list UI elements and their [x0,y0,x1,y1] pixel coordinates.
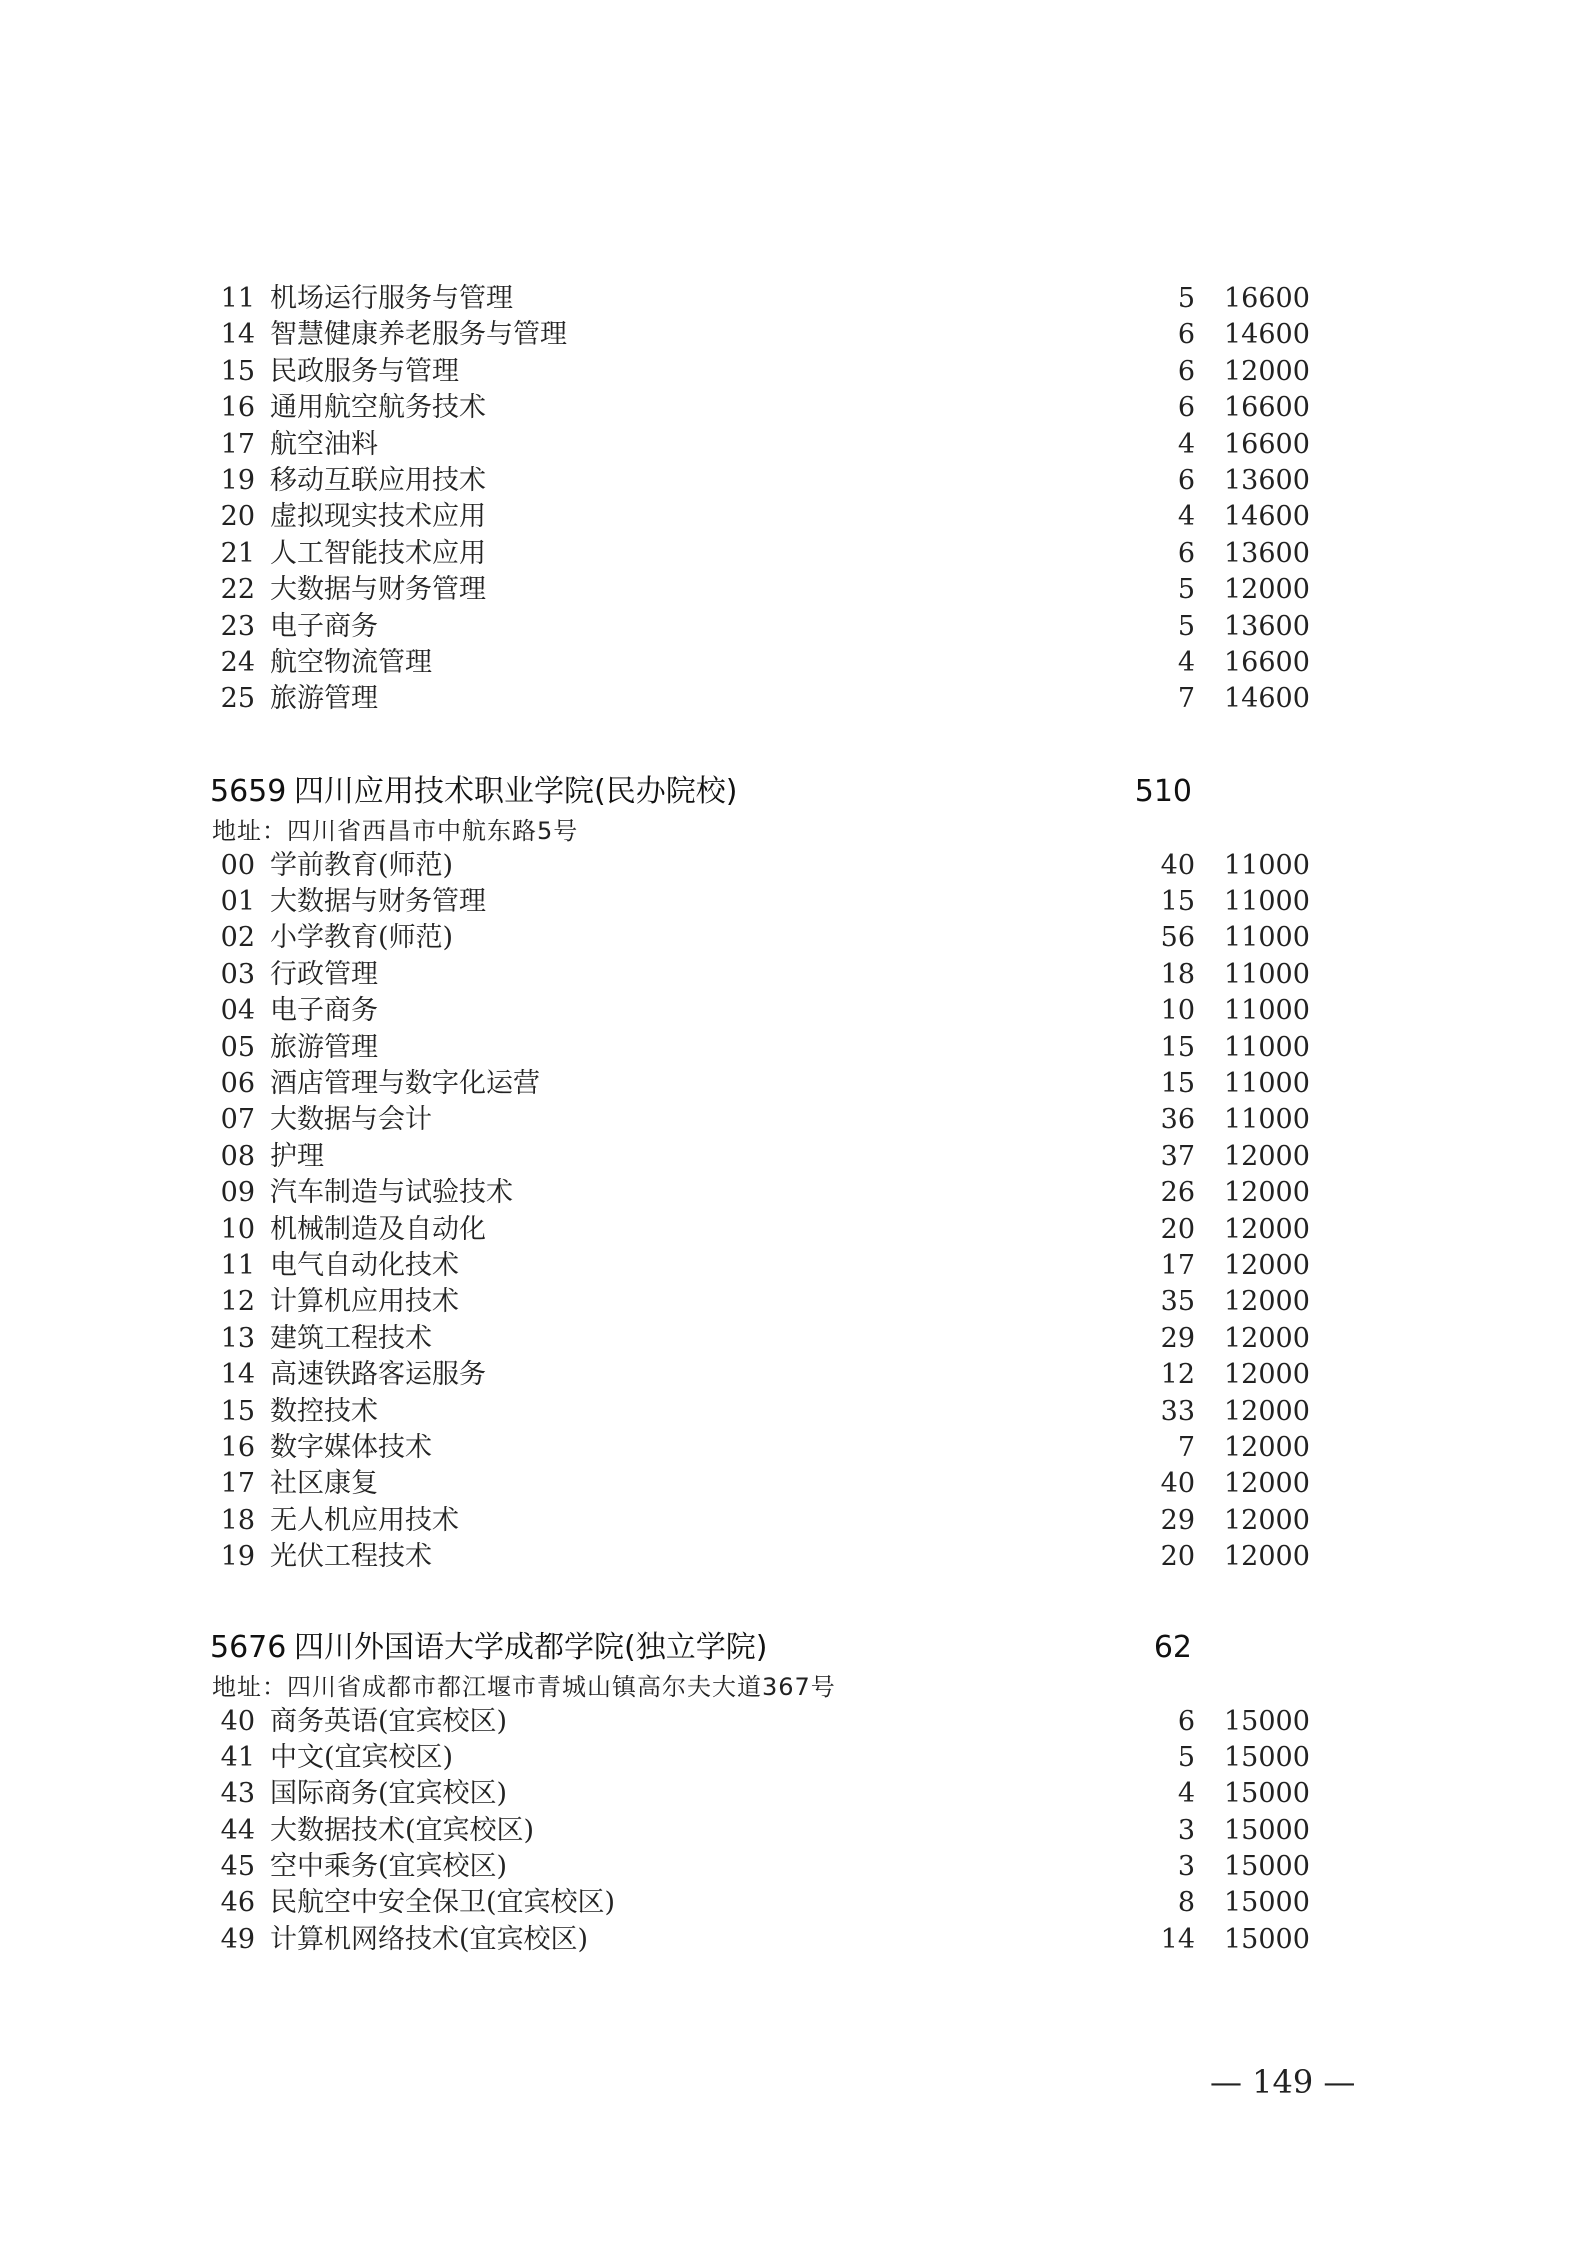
program-row [0,884,1587,920]
program-name: 航空物流管理 [270,646,432,678]
program-quota: 6 [1177,537,1195,569]
program-tuition: 13600 [1224,610,1310,642]
program-row [0,1776,1587,1812]
program-tuition: 12000 [1224,1249,1310,1281]
program-code: 03 [220,958,255,990]
program-tuition: 14600 [1224,319,1310,351]
program-quota: 4 [1177,501,1195,533]
program-code: 05 [220,1031,255,1063]
program-quota: 14 [1160,1923,1195,1955]
program-tuition: 15000 [1224,1705,1310,1737]
program-code: 21 [220,537,255,569]
program-code: 18 [220,1504,255,1536]
program-quota: 35 [1160,1286,1195,1318]
program-quota: 15 [1160,1068,1195,1100]
program-row [0,281,1587,317]
program-name: 机场运行服务与管理 [270,283,513,314]
program-name: 大数据技术(宜宾校区) [270,1814,535,1846]
program-row [0,1740,1587,1776]
program-row [0,1212,1587,1248]
program-code: 46 [220,1887,255,1919]
program-name: 小学教育(师范) [270,922,454,954]
address-text: 地址：四川省西昌市中航东路5号 [212,816,579,845]
program-quota: 8 [1177,1887,1195,1919]
program-name: 社区康复 [270,1468,378,1500]
program-tuition: 16600 [1224,392,1310,424]
address-text: 地址：四川省成都市都江堰市青城山镇高尔夫大道367号 [212,1672,836,1701]
program-tuition: 14600 [1224,683,1310,715]
program-quota: 33 [1160,1395,1195,1427]
program-quota: 15 [1160,886,1195,918]
program-row [0,1539,1587,1575]
program-code: 24 [220,646,255,678]
program-quota: 5 [1177,574,1195,606]
program-name: 民航空中安全保卫(宜宾校区) [270,1887,616,1919]
program-name: 学前教育(师范) [270,849,454,881]
program-code: 17 [220,1468,255,1500]
program-quota: 6 [1177,392,1195,424]
program-code: 40 [220,1705,255,1737]
program-row [0,1922,1587,1958]
program-row [0,427,1587,463]
program-name: 智慧健康养老服务与管理 [270,319,567,351]
program-tuition: 12000 [1224,1359,1310,1391]
institution-total: 62 [1153,1629,1192,1665]
program-name: 人工智能技术应用 [270,537,486,569]
program-tuition: 11000 [1224,922,1310,954]
program-name: 旅游管理 [270,683,378,715]
program-row [0,1248,1587,1284]
program-row [0,609,1587,645]
program-tuition: 12000 [1224,355,1310,387]
program-row [0,1175,1587,1211]
program-code: 19 [220,464,255,496]
program-name: 虚拟现实技术应用 [270,501,486,533]
program-name: 通用航空航务技术 [270,392,486,424]
program-row [0,1466,1587,1502]
institution-header [0,770,1587,814]
program-tuition: 15000 [1224,1887,1310,1919]
program-code: 11 [220,283,255,314]
program-name: 电子商务 [270,995,378,1027]
program-tuition: 15000 [1224,1741,1310,1773]
program-code: 01 [220,886,255,918]
program-code: 07 [220,1104,255,1136]
program-code: 06 [220,1068,255,1100]
program-quota: 6 [1177,355,1195,387]
program-row [0,1813,1587,1849]
program-name: 空中乘务(宜宾校区) [270,1851,508,1883]
program-quota: 6 [1177,1705,1195,1737]
page-number: — 149 — [1210,2063,1356,2101]
program-quota: 7 [1177,1431,1195,1463]
continued-program-list [0,281,1587,718]
program-quota: 5 [1177,610,1195,642]
program-name: 移动互联应用技术 [270,464,486,496]
document-body [0,281,1587,1958]
program-tuition: 16600 [1224,428,1310,460]
institution-address [0,1670,1587,1704]
program-row [0,920,1587,956]
program-quota: 6 [1177,464,1195,496]
program-code: 16 [220,392,255,424]
program-name: 中文(宜宾校区) [270,1741,454,1773]
program-tuition: 12000 [1224,574,1310,606]
program-quota: 29 [1160,1322,1195,1354]
program-code: 15 [220,1395,255,1427]
institution-code: 5659 [210,773,287,809]
program-row [0,1284,1587,1320]
program-tuition: 15000 [1224,1778,1310,1810]
institution-address [0,814,1587,848]
program-tuition: 15000 [1224,1851,1310,1883]
program-quota: 6 [1177,319,1195,351]
program-tuition: 11000 [1224,886,1310,918]
program-code: 16 [220,1431,255,1463]
program-quota: 4 [1177,428,1195,460]
program-code: 12 [220,1286,255,1318]
program-row [0,1066,1587,1102]
program-row [0,1321,1587,1357]
program-quota: 29 [1160,1504,1195,1536]
program-quota: 4 [1177,646,1195,678]
program-row [0,317,1587,353]
program-name: 高速铁路客运服务 [270,1359,486,1391]
program-name: 电子商务 [270,610,378,642]
program-name: 光伏工程技术 [270,1541,432,1573]
program-name: 数字媒体技术 [270,1431,432,1463]
program-row [0,499,1587,535]
program-code: 49 [220,1923,255,1955]
program-code: 09 [220,1177,255,1209]
program-tuition: 12000 [1224,1541,1310,1573]
program-name: 旅游管理 [270,1031,378,1063]
program-tuition: 11000 [1224,958,1310,990]
program-quota: 7 [1177,683,1195,715]
program-code: 13 [220,1322,255,1354]
program-name: 民政服务与管理 [270,355,459,387]
program-name: 机械制造及自动化 [270,1213,486,1245]
program-tuition: 12000 [1224,1286,1310,1318]
program-tuition: 11000 [1224,1031,1310,1063]
program-code: 41 [220,1741,255,1773]
program-quota: 15 [1160,1031,1195,1063]
program-tuition: 11000 [1224,995,1310,1027]
program-code: 11 [220,1249,255,1281]
program-code: 44 [220,1814,255,1846]
program-tuition: 15000 [1224,1814,1310,1846]
program-tuition: 12000 [1224,1395,1310,1427]
program-tuition: 16600 [1224,283,1310,314]
program-code: 14 [220,1359,255,1391]
program-row [0,645,1587,681]
program-row [0,1139,1587,1175]
program-quota: 56 [1160,922,1195,954]
program-quota: 10 [1160,995,1195,1027]
program-row [0,572,1587,608]
program-quota: 20 [1160,1541,1195,1573]
program-quota: 26 [1160,1177,1195,1209]
program-quota: 20 [1160,1213,1195,1245]
program-code: 00 [220,849,255,881]
program-tuition: 14600 [1224,501,1310,533]
program-code: 25 [220,683,255,715]
program-tuition: 12000 [1224,1504,1310,1536]
program-tuition: 13600 [1224,537,1310,569]
program-tuition: 15000 [1224,1923,1310,1955]
program-quota: 5 [1177,1741,1195,1773]
program-tuition: 11000 [1224,1068,1310,1100]
program-quota: 40 [1160,1468,1195,1500]
program-quota: 40 [1160,849,1195,881]
program-name: 大数据与财务管理 [270,574,486,606]
institution-name: 四川应用技术职业学院(民办院校) [294,773,738,809]
program-row [0,463,1587,499]
institution-code: 5676 [210,1629,287,1665]
program-name: 电气自动化技术 [270,1249,459,1281]
program-tuition: 12000 [1224,1468,1310,1500]
program-row [0,1357,1587,1393]
program-quota: 5 [1177,283,1195,314]
program-row [0,390,1587,426]
program-quota: 18 [1160,958,1195,990]
program-tuition: 13600 [1224,464,1310,496]
program-tuition: 12000 [1224,1140,1310,1172]
program-code: 45 [220,1851,255,1883]
program-tuition: 16600 [1224,646,1310,678]
program-name: 建筑工程技术 [270,1322,432,1354]
program-name: 商务英语(宜宾校区) [270,1705,508,1737]
program-row [0,993,1587,1029]
program-name: 计算机应用技术 [270,1286,459,1318]
program-name: 酒店管理与数字化运营 [270,1068,540,1100]
institution-total: 510 [1134,773,1192,809]
program-name: 国际商务(宜宾校区) [270,1778,508,1810]
program-tuition: 11000 [1224,1104,1310,1136]
program-name: 航空油料 [270,428,378,460]
program-quota: 3 [1177,1851,1195,1883]
program-row [0,848,1587,884]
program-code: 20 [220,501,255,533]
institution-name: 四川外国语大学成都学院(独立学院) [294,1629,768,1665]
program-name: 大数据与会计 [270,1104,432,1136]
institution-header [0,1626,1587,1670]
program-tuition: 11000 [1224,849,1310,881]
program-tuition: 12000 [1224,1213,1310,1245]
program-code: 22 [220,574,255,606]
program-code: 15 [220,355,255,387]
program-row [0,1102,1587,1138]
program-row [0,1030,1587,1066]
institution-section [0,1626,1587,1959]
program-code: 10 [220,1213,255,1245]
program-code: 19 [220,1541,255,1573]
program-name: 护理 [270,1140,324,1172]
program-quota: 36 [1160,1104,1195,1136]
program-row [0,1503,1587,1539]
program-code: 14 [220,319,255,351]
program-row [0,354,1587,390]
program-quota: 12 [1160,1359,1195,1391]
program-quota: 17 [1160,1249,1195,1281]
program-code: 04 [220,995,255,1027]
program-code: 02 [220,922,255,954]
program-row [0,1394,1587,1430]
program-name: 汽车制造与试验技术 [270,1177,513,1209]
program-code: 23 [220,610,255,642]
program-code: 43 [220,1778,255,1810]
program-name: 数控技术 [270,1395,378,1427]
program-row [0,1704,1587,1740]
program-quota: 4 [1177,1778,1195,1810]
program-row [0,1849,1587,1885]
program-code: 08 [220,1140,255,1172]
program-row [0,536,1587,572]
program-row [0,681,1587,717]
program-quota: 37 [1160,1140,1195,1172]
program-name: 计算机网络技术(宜宾校区) [270,1923,589,1955]
program-name: 大数据与财务管理 [270,886,486,918]
program-name: 无人机应用技术 [270,1504,459,1536]
program-row [0,1430,1587,1466]
program-code: 17 [220,428,255,460]
program-quota: 3 [1177,1814,1195,1846]
program-tuition: 12000 [1224,1177,1310,1209]
program-name: 行政管理 [270,958,378,990]
institution-section [0,770,1587,1576]
program-tuition: 12000 [1224,1431,1310,1463]
program-row [0,957,1587,993]
program-tuition: 12000 [1224,1322,1310,1354]
program-row [0,1885,1587,1921]
